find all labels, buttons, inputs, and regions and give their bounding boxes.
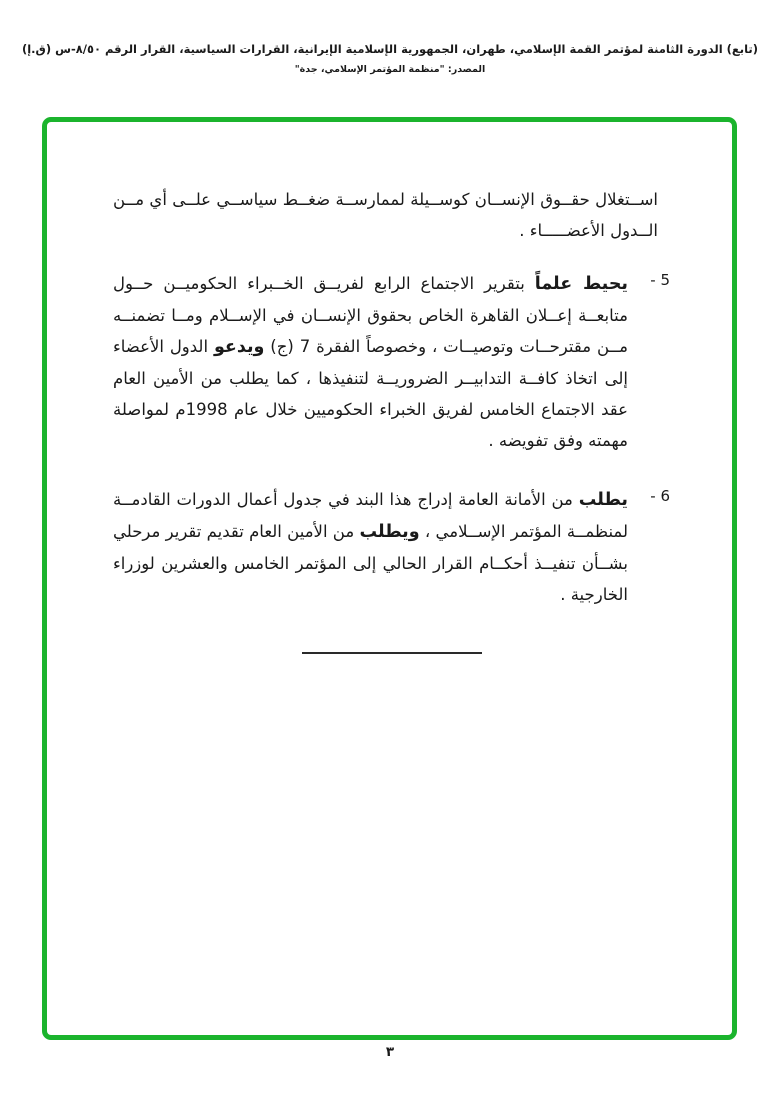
page-number: ٣: [385, 1044, 395, 1060]
document-border: [42, 117, 737, 1040]
document-header: [0, 42, 780, 75]
item-number: 6 -: [650, 487, 670, 505]
resolution-items: [113, 268, 670, 610]
resolution-item: [113, 268, 670, 456]
item-text: يطلب من الأمانة العامة إدراج هذا البند في جدول أعمال الدورات القادمــة لمنظمــة المؤتمر الإســلامي ، ويطلب من الأمين العام تقديم تقرير مرحلي بشــأن تنفيــذ أحكــام القرار الحالي إلى المؤتمر الخامس والعشرين لوزراء الخارجية .: [113, 490, 629, 604]
resolution-item: [113, 484, 670, 610]
intro-paragraph: اســتغلال حقــوق الإنســان كوســيلة لممارســة ضغــط سياســي علــى أي مــن الــدول الأعضـــــاء .: [113, 190, 658, 240]
item-number: 5 -: [650, 271, 670, 289]
header-title-line: (تابع) الدورة الثامنة لمؤتمر القمة الإسلامي، طهران، الجمهورية الإسلامية الإيرانية، القرارات السياسية، القرار الرقم ٨/٥٠-س (ق.إ): [21, 42, 758, 56]
divider-line: [302, 652, 482, 654]
header-source-line: المصدر: "منظمة المؤتمر الإسلامي، جدة": [294, 64, 486, 75]
document-content: [47, 122, 732, 654]
item-text: يحيط علماً بتقرير الاجتماع الرابع لفريــق الخــبراء الحكوميــن حــول متابعــة إعــلان القاهرة الخاص بحقوق الإنســان في الإســلام ومــا تضمنــه مــن مقترحــات وتوصيــات ، وخصوصاً الفقرة 7 (ج) ويدعو الدول الأعضاء إلى اتخاذ كافــة التدابيــر الضروريــة لتنفيذها ، كما يطلب من الأمين العام عقد الاجتماع الخامس لفريق الخبراء الحكوميين خلال عام 1998م لمواصلة مهمته وفق تفويضه .: [113, 274, 629, 450]
